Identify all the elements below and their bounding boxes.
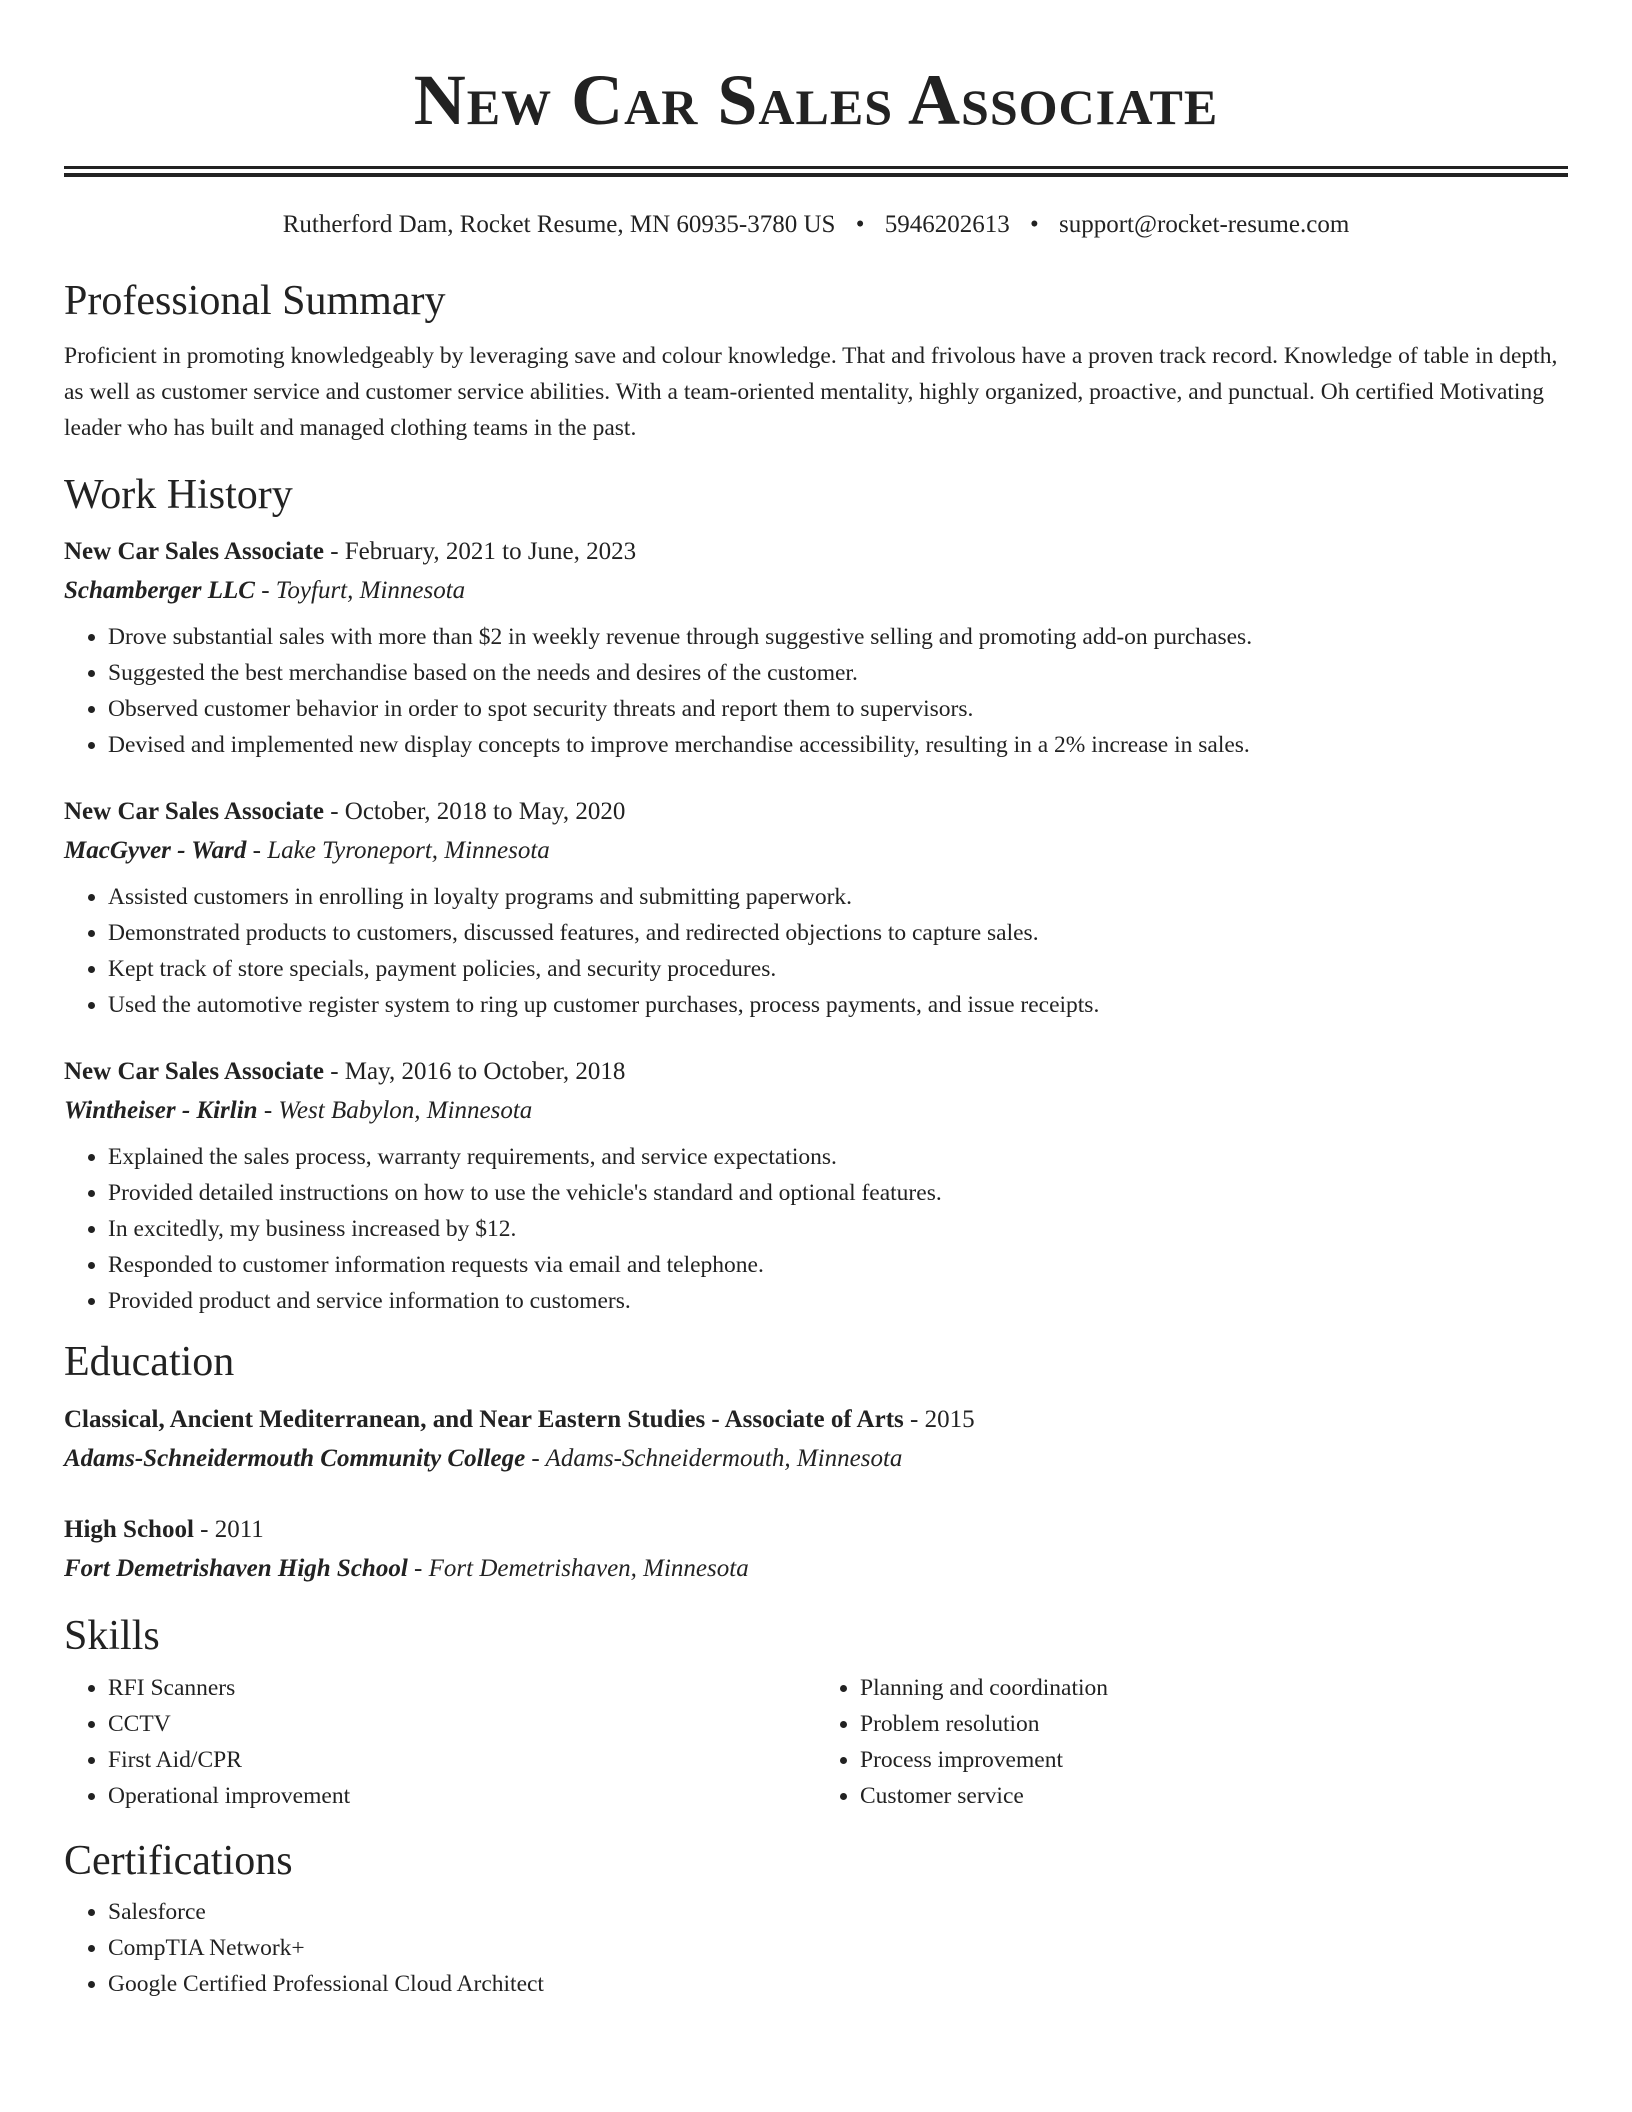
education-degree-line [64,1401,1568,1439]
education-section [64,1337,1568,1589]
job-dates: - May, 2016 to October, 2018 [323,1057,626,1085]
page-title: New Car Sales Associate [413,60,1219,140]
summary-section [64,276,1568,446]
job-title-line [64,1053,1568,1091]
education-school-line [64,1549,1568,1589]
education-school: Adams-Schneidermouth Community College [64,1445,526,1473]
skills-list-left [64,1670,816,1814]
education-location: - Adams-Schneidermouth, Minnesota [525,1445,903,1473]
work-history-heading: Work History [64,472,293,519]
job-title-line [64,793,1568,831]
list-item: • Problem resolution [860,1706,1568,1742]
list-item: • Used the automotive register system to ring up customer purchases, process payments, and issue receipts. [108,987,1568,1023]
job-bullets [64,1139,1568,1319]
list-item: • Kept track of store specials, payment policies, and security procedures. [108,951,1568,987]
summary-heading: Professional Summary [64,278,446,324]
list-item: • First Aid/CPR [108,1742,816,1778]
job-title-line [64,533,1568,571]
list-item: • Drove substantial sales with more than $2 in weekly revenue through suggestive selling and promoting add-on purchases. [108,619,1568,655]
contact-address: Rutherford Dam, Rocket Resume, MN 60935-3780 US [282,211,836,238]
list-item: • Customer service [860,1778,1568,1814]
contact-phone: 5946202613 [884,211,1010,238]
job-dates: - October, 2018 to May, 2020 [323,797,626,825]
education-degree-line [64,1511,1568,1549]
job-role: New Car Sales Associate [64,797,324,825]
education-school: Fort Demetrishaven High School [64,1555,408,1583]
job-company: Wintheiser - Kirlin [64,1096,258,1124]
list-item: • CCTV [108,1706,816,1742]
job-location: - Lake Tyroneport, Minnesota [246,836,550,864]
list-item: • Suggested the best merchandise based on the needs and desires of the customer. [108,655,1568,691]
list-item: • Explained the sales process, warranty requirements, and service expectations. [108,1139,1568,1175]
contact-email: support@rocket-resume.com [1058,211,1350,238]
contact-separator: • [855,211,865,238]
certifications-section [64,1836,1568,2002]
work-history-section [64,470,1568,1318]
job-bullets [64,619,1568,763]
list-item: • Planning and coordination [860,1670,1568,1706]
list-item: • RFI Scanners [108,1670,816,1706]
skills-list-right [816,1670,1568,1814]
education-entry [64,1401,1568,1479]
list-item: • Observed customer behavior in order to spot security threats and report them to supervisors. [108,691,1568,727]
education-entry [64,1511,1568,1589]
education-location: - Fort Demetrishaven, Minnesota [407,1555,749,1583]
list-item: • Operational improvement [108,1778,816,1814]
list-item: • Provided product and service information to customers. [108,1283,1568,1319]
list-item: • Responded to customer information requests via email and telephone. [108,1247,1568,1283]
education-year: - 2011 [193,1516,264,1544]
job-role: New Car Sales Associate [64,1057,324,1085]
education-heading: Education [64,1338,235,1385]
contact-separator: • [1029,211,1039,238]
certifications-heading: Certifications [64,1837,293,1884]
education-degree: Classical, Ancient Mediterranean, and Near Eastern Studies - Associate of Arts [64,1406,904,1434]
job-company-line [64,1091,1568,1131]
education-year: - 2015 [903,1406,975,1434]
job-company-line [64,831,1568,871]
title-divider [64,166,1568,177]
summary-text: Proficient in promoting knowledgeably by leveraging save and colour knowledge. That and frivolous have a proven track record. Knowledge of table in depth, as well as customer service and customer service abilities. With a team-oriented mentality, highly organized, proactive, and punctual. Oh certified Motivating leader who has built and managed clothing teams in the past. [64,343,1558,442]
job-company: Schamberger LLC [64,576,255,604]
job-location: - West Babylon, Minnesota [257,1096,533,1124]
list-item: • Google Certified Professional Cloud Architect [108,1966,1568,2002]
job-entry [64,793,1568,1023]
education-degree: High School [64,1516,194,1544]
list-item: • Demonstrated products to customers, discussed features, and redirected objections to capture sales. [108,915,1568,951]
contact-line [64,210,1568,240]
list-item: • Devised and implemented new display concepts to improve merchandise accessibility, resulting in a 2% increase in sales. [108,727,1568,763]
job-company-line [64,571,1568,611]
resume-page [64,0,1568,2002]
list-item: • Provided detailed instructions on how to use the vehicle's standard and optional features. [108,1175,1568,1211]
list-item: • CompTIA Network+ [108,1930,1568,1966]
skills-section [64,1611,1568,1813]
list-item: • In excitedly, my business increased by $12. [108,1211,1568,1247]
skills-heading: Skills [64,1613,160,1660]
job-entry [64,1053,1568,1319]
job-dates: - February, 2021 to June, 2023 [323,537,637,565]
list-item: • Salesforce [108,1894,1568,1930]
job-entry [64,533,1568,763]
job-company: MacGyver - Ward [64,836,247,864]
list-item: • Assisted customers in enrolling in loyalty programs and submitting paperwork. [108,879,1568,915]
certifications-list [64,1894,1568,2002]
job-bullets [64,879,1568,1023]
job-role: New Car Sales Associate [64,537,324,565]
job-location: - Toyfurt, Minnesota [254,576,466,604]
skills-grid [64,1670,1568,1814]
list-item: • Process improvement [860,1742,1568,1778]
education-school-line [64,1439,1568,1479]
